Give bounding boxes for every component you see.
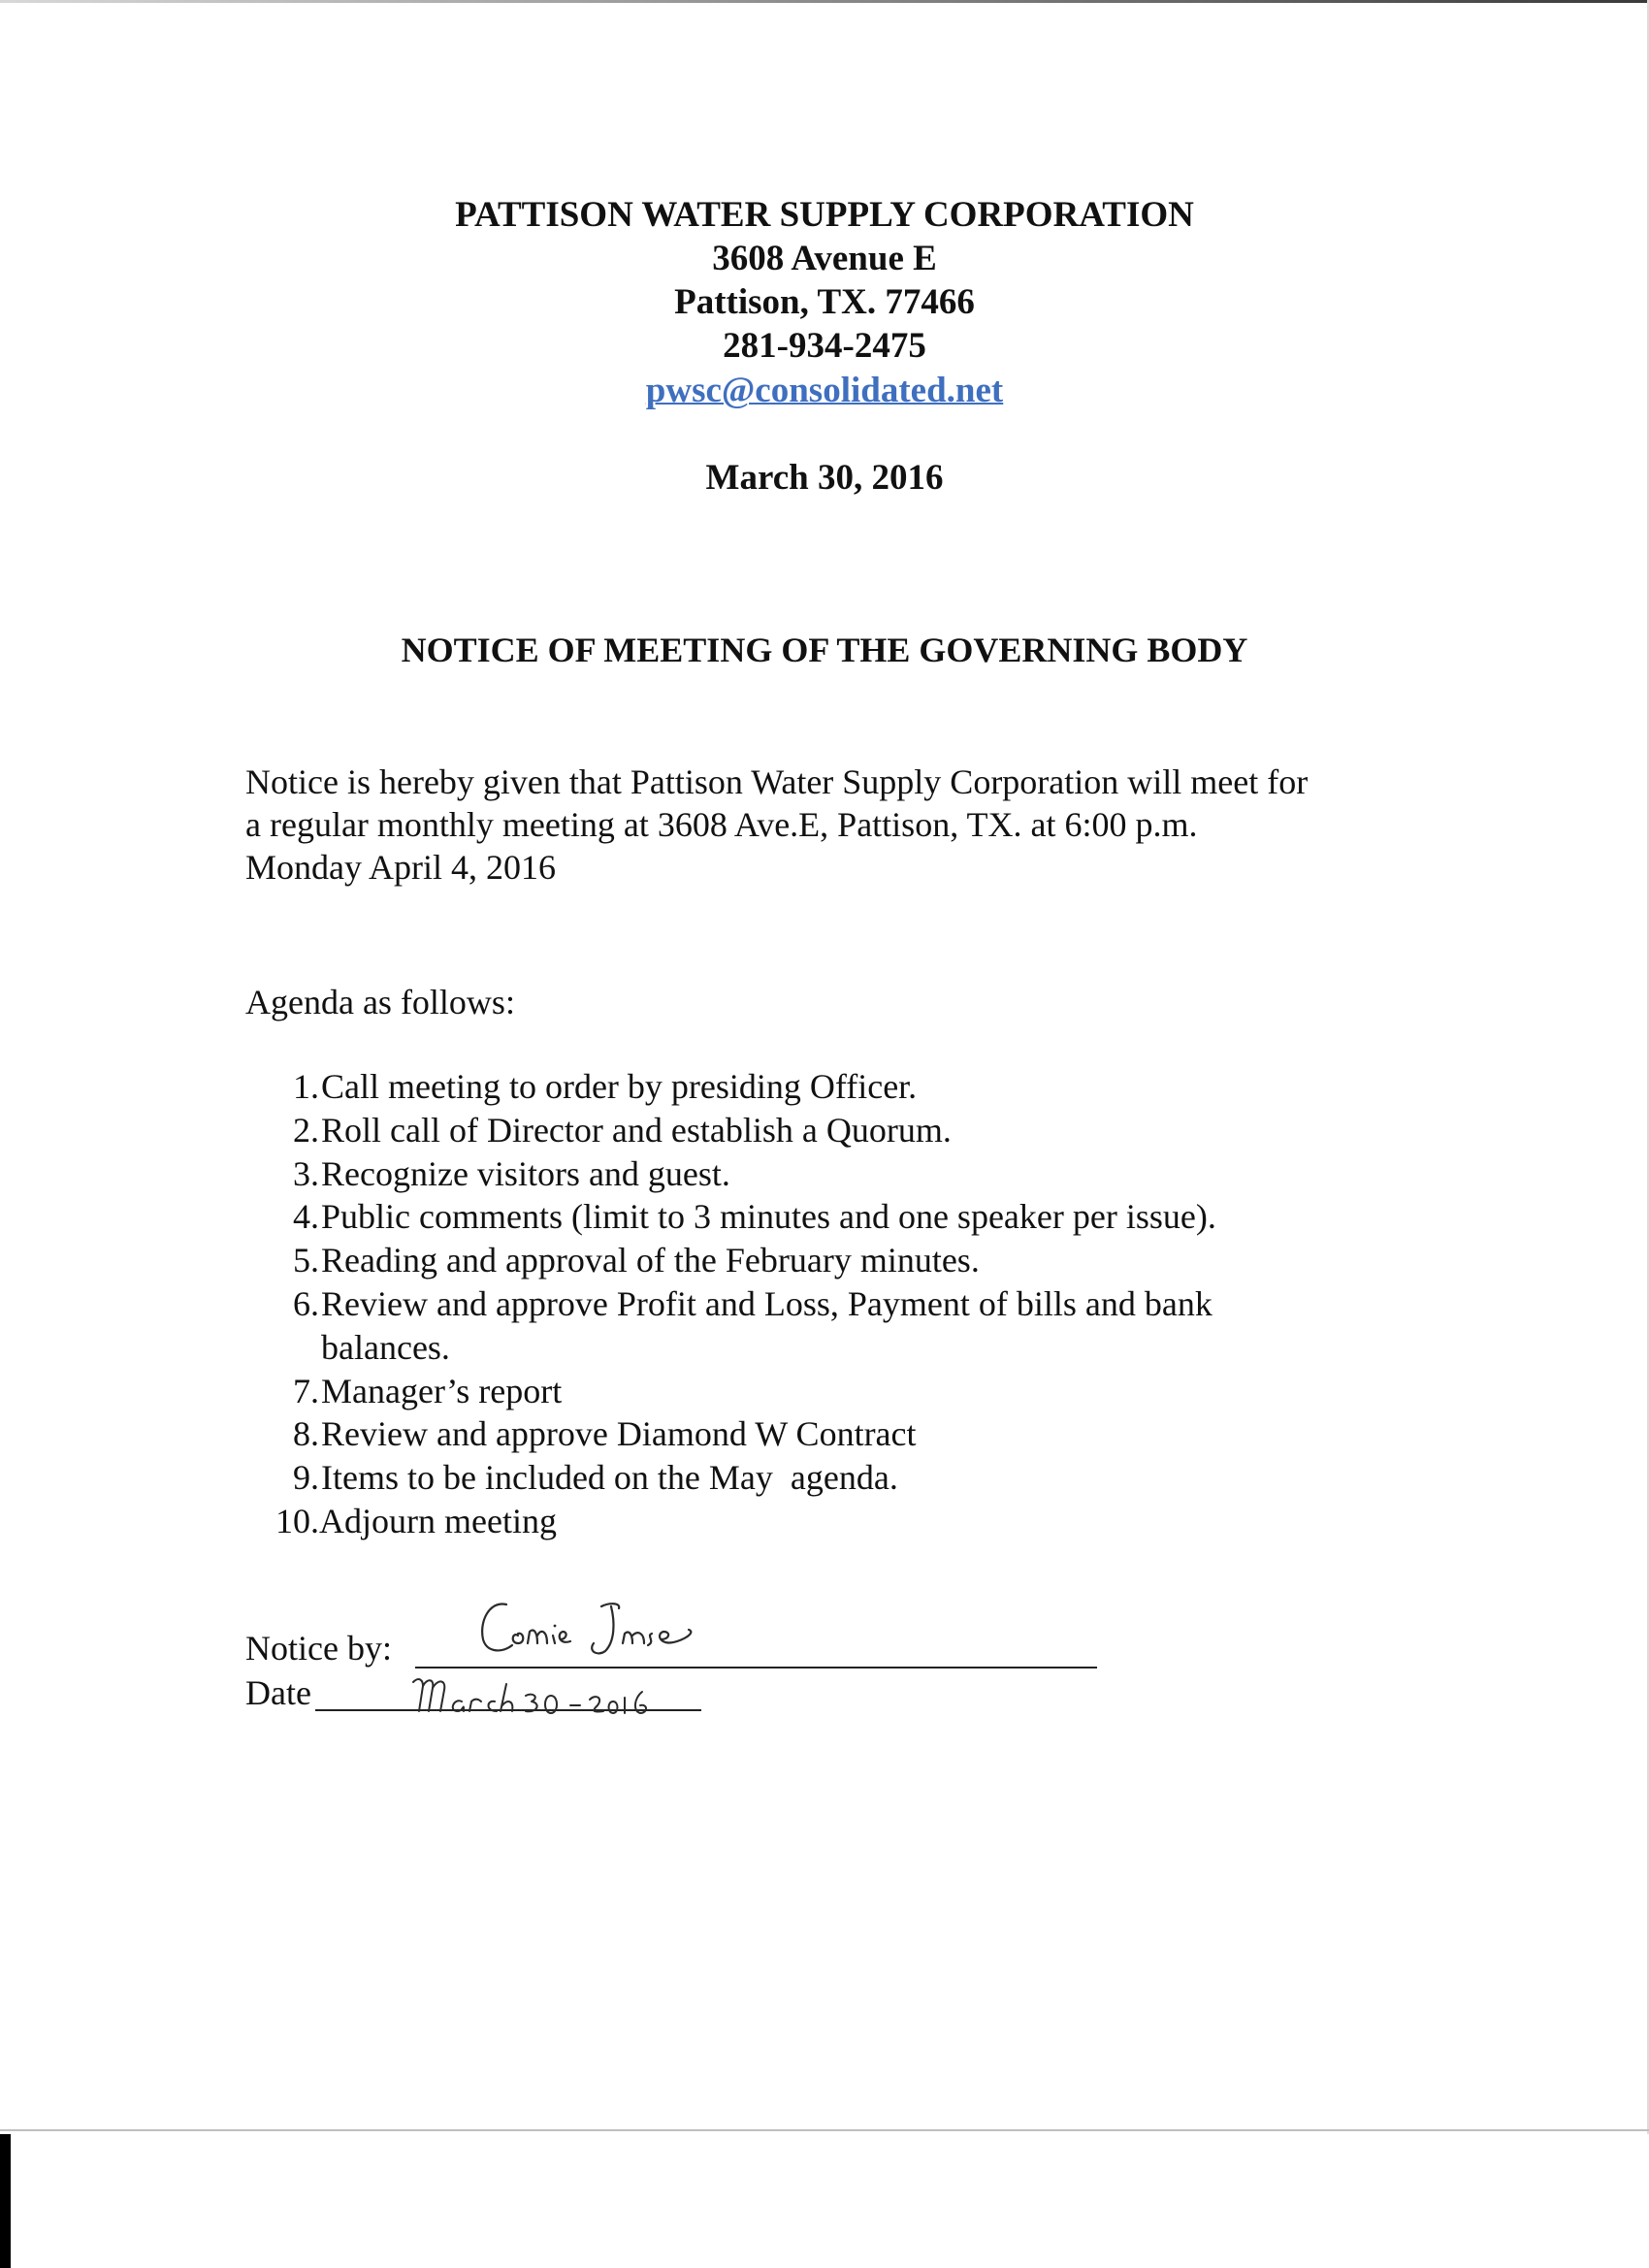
agenda-item-number: 4. xyxy=(293,1197,319,1237)
agenda-item xyxy=(245,1370,1409,1413)
agenda-item-number: 10. xyxy=(275,1501,319,1540)
notice-paragraph-line: Notice is hereby given that Pattison Water Supply Corporation will meet for xyxy=(245,762,1309,801)
org-name: PATTISON WATER SUPPLY CORPORATION xyxy=(455,195,1194,235)
notice-paragraph-line: a regular monthly meeting at 3608 Ave.E, Pattison, TX. at 6:00 p.m. xyxy=(245,805,1198,844)
agenda-item-text: Public comments (limit to 3 minutes and one speaker per issue). xyxy=(321,1197,1216,1237)
phone-number: 281-934-2475 xyxy=(723,326,926,366)
agenda-item xyxy=(245,1456,1409,1500)
agenda-item xyxy=(245,1412,1409,1456)
agenda-item xyxy=(245,1109,1409,1152)
agenda-item-text: Reading and approval of the February minutes. xyxy=(321,1241,980,1280)
handwritten-date xyxy=(405,1672,706,1721)
notice-paragraph xyxy=(245,761,1468,889)
agenda-item-number: 2. xyxy=(293,1110,319,1150)
notice-paragraph-line: Monday April 4, 2016 xyxy=(245,848,556,887)
agenda-item-text: Roll call of Director and establish a Quorum. xyxy=(321,1110,952,1150)
agenda-item xyxy=(245,1065,1409,1109)
handwritten-signature xyxy=(473,1593,784,1670)
agenda-item-text: Adjourn meeting xyxy=(319,1501,557,1540)
agenda-item xyxy=(245,1282,1409,1370)
letter-date: March 30, 2016 xyxy=(705,458,944,498)
agenda-item-number: 5. xyxy=(293,1241,319,1280)
notice-title: NOTICE OF MEETING OF THE GOVERNING BODY xyxy=(401,631,1248,669)
agenda-item-text: Call meeting to order by presiding Officer. xyxy=(321,1067,918,1106)
notice-by-label: Notice by: xyxy=(245,1629,392,1668)
agenda-item-number: 9. xyxy=(293,1458,319,1498)
agenda-item-text: Manager’s report xyxy=(321,1371,563,1410)
agenda-item xyxy=(245,1239,1409,1282)
email-line xyxy=(0,370,1649,412)
street-address: 3608 Avenue E xyxy=(712,239,937,278)
agenda-item-text: Review and approve Diamond W Contract xyxy=(321,1414,917,1454)
agenda-list xyxy=(245,1065,1409,1543)
agenda-item xyxy=(245,1152,1409,1196)
agenda-item-text: Items to be included on the May agenda. xyxy=(321,1458,898,1498)
agenda-item-text: Review and approve Profit and Loss, Payment of bills and bank balances. xyxy=(321,1283,1212,1367)
email-link[interactable]: pwsc@consolidated.net xyxy=(645,371,1004,410)
scan-top-edge xyxy=(0,0,1649,3)
city-state-zip: Pattison, TX. 77466 xyxy=(674,282,975,322)
agenda-item-number: 6. xyxy=(293,1283,319,1323)
agenda-item-number: 7. xyxy=(293,1371,319,1410)
agenda-item xyxy=(245,1500,1409,1543)
date-label: Date xyxy=(245,1673,311,1712)
agenda-item xyxy=(245,1195,1409,1239)
agenda-item-number: 1. xyxy=(293,1067,319,1106)
scan-bottom-rule xyxy=(0,2129,1649,2131)
agenda-item-number: 3. xyxy=(293,1153,319,1193)
scan-left-bar xyxy=(0,2134,11,2268)
agenda-item-text: Recognize visitors and guest. xyxy=(321,1153,730,1193)
agenda-intro: Agenda as follows: xyxy=(245,983,515,1021)
agenda-item-number: 8. xyxy=(293,1414,319,1454)
